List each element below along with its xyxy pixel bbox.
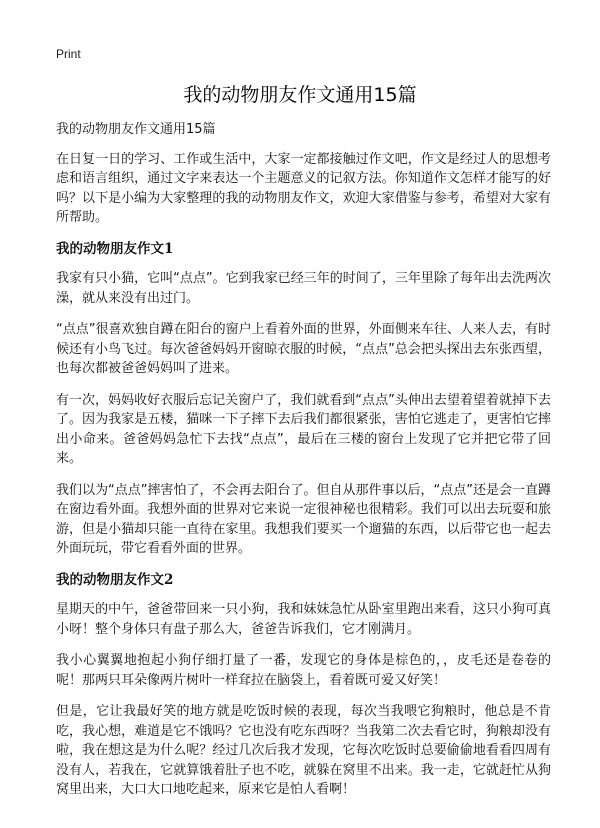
article-body	[56, 120, 551, 812]
essay-1-paragraph: 我们以为“点点”摔害怕了，不会再去阳台了。但自从那件事以后，“点点”还是会一直蹲在窗边看外面。我想外面的世界对它来说一定很神秘也很精彩。我们可以出去玩耍和旅游，但是小猫却只能一直待在家里。我想我们要买一个遛猫的东西，以后带它也一起去外面玩玩，带它看看外面的世界。	[56, 482, 551, 556]
article-subtitle: 我的动物朋友作文通用15篇	[56, 122, 216, 137]
essay-1-paragraph: 我家有只小猫，它叫“点点”。它到我家已经三年的时间了，三年里除了每年出去洗两次澡，就从来没有出过门。	[56, 271, 551, 306]
page-title: 我的动物朋友作文通用15篇	[183, 84, 417, 106]
essay-2-paragraph: 我小心翼翼地抱起小狗仔细打量了一番，发现它的身体是棕色的，，皮毛还是卷卷的呢！那两只耳朵像两片树叶一样耷拉在脑袋上，看着既可爱又好笑！	[56, 653, 551, 688]
essay-1-paragraph: “点点”很喜欢独自蹲在阳台的窗户上看着外面的世界，外面侧来车往、人来人去，有时候还有小鸟飞过。每次爸爸妈妈开窗晾衣服的时候，“点点”总会把头探出去东张西望，也每次都被爸爸妈妈叫了进来。	[56, 322, 551, 376]
print-link[interactable]: Print	[56, 47, 81, 61]
essay-2-paragraph: 但是，它让我最好笑的地方就是吃饭时候的表现，每次当我喂它狗粮时，他总是不肯吃，我心想，难道是它不饿吗？它也没有吃东西呀？当我第二次去看它时，狗粮却没有啦，我在想这是为什么呢？经过几次后我才发现，它每次吃饭时总要偷偷地看看四周有没有人，若我在，它就算饿着肚子也不吃，就躲在窝里不出来。我一走，它就赶忙从狗窝里出来，大口大口地吃起来，原来它是怕人看啊！	[56, 704, 551, 797]
intro-paragraph: 在日复一日的学习、工作或生活中，大家一定都接触过作文吧，作文是经过人的思想考虑和语言组织，通过文字来表达一个主题意义的记叙方法。你知道作文怎样才能写的好吗？以下是小编为大家整理的我的动物朋友作文，欢迎大家借鉴与参考，希望对大家有所帮助。	[56, 151, 551, 225]
essay-1-heading: 我的动物朋友作文1	[56, 240, 174, 257]
essay-2-paragraph: 星期天的中午，爸爸带回来一只小狗，我和妹妹急忙从卧室里跑出来看，这只小狗可真小呀！整个身体只有盘子那么大，爸爸告诉我们，它才刚满月。	[56, 602, 551, 637]
essay-2-heading: 我的动物朋友作文2	[56, 571, 174, 588]
essay-1-paragraph: 有一次，妈妈收好衣服后忘记关窗户了，我们就看到“点点”头伸出去望着望着就掉下去了。因为我家是五楼，猫咪一下子摔下去后我们都很紧张，害怕它逃走了，更害怕它摔出小命来。爸爸妈妈急忙下去找“点点”，最后在三楼的窗台上发现了它并把它带了回来。	[56, 392, 551, 466]
